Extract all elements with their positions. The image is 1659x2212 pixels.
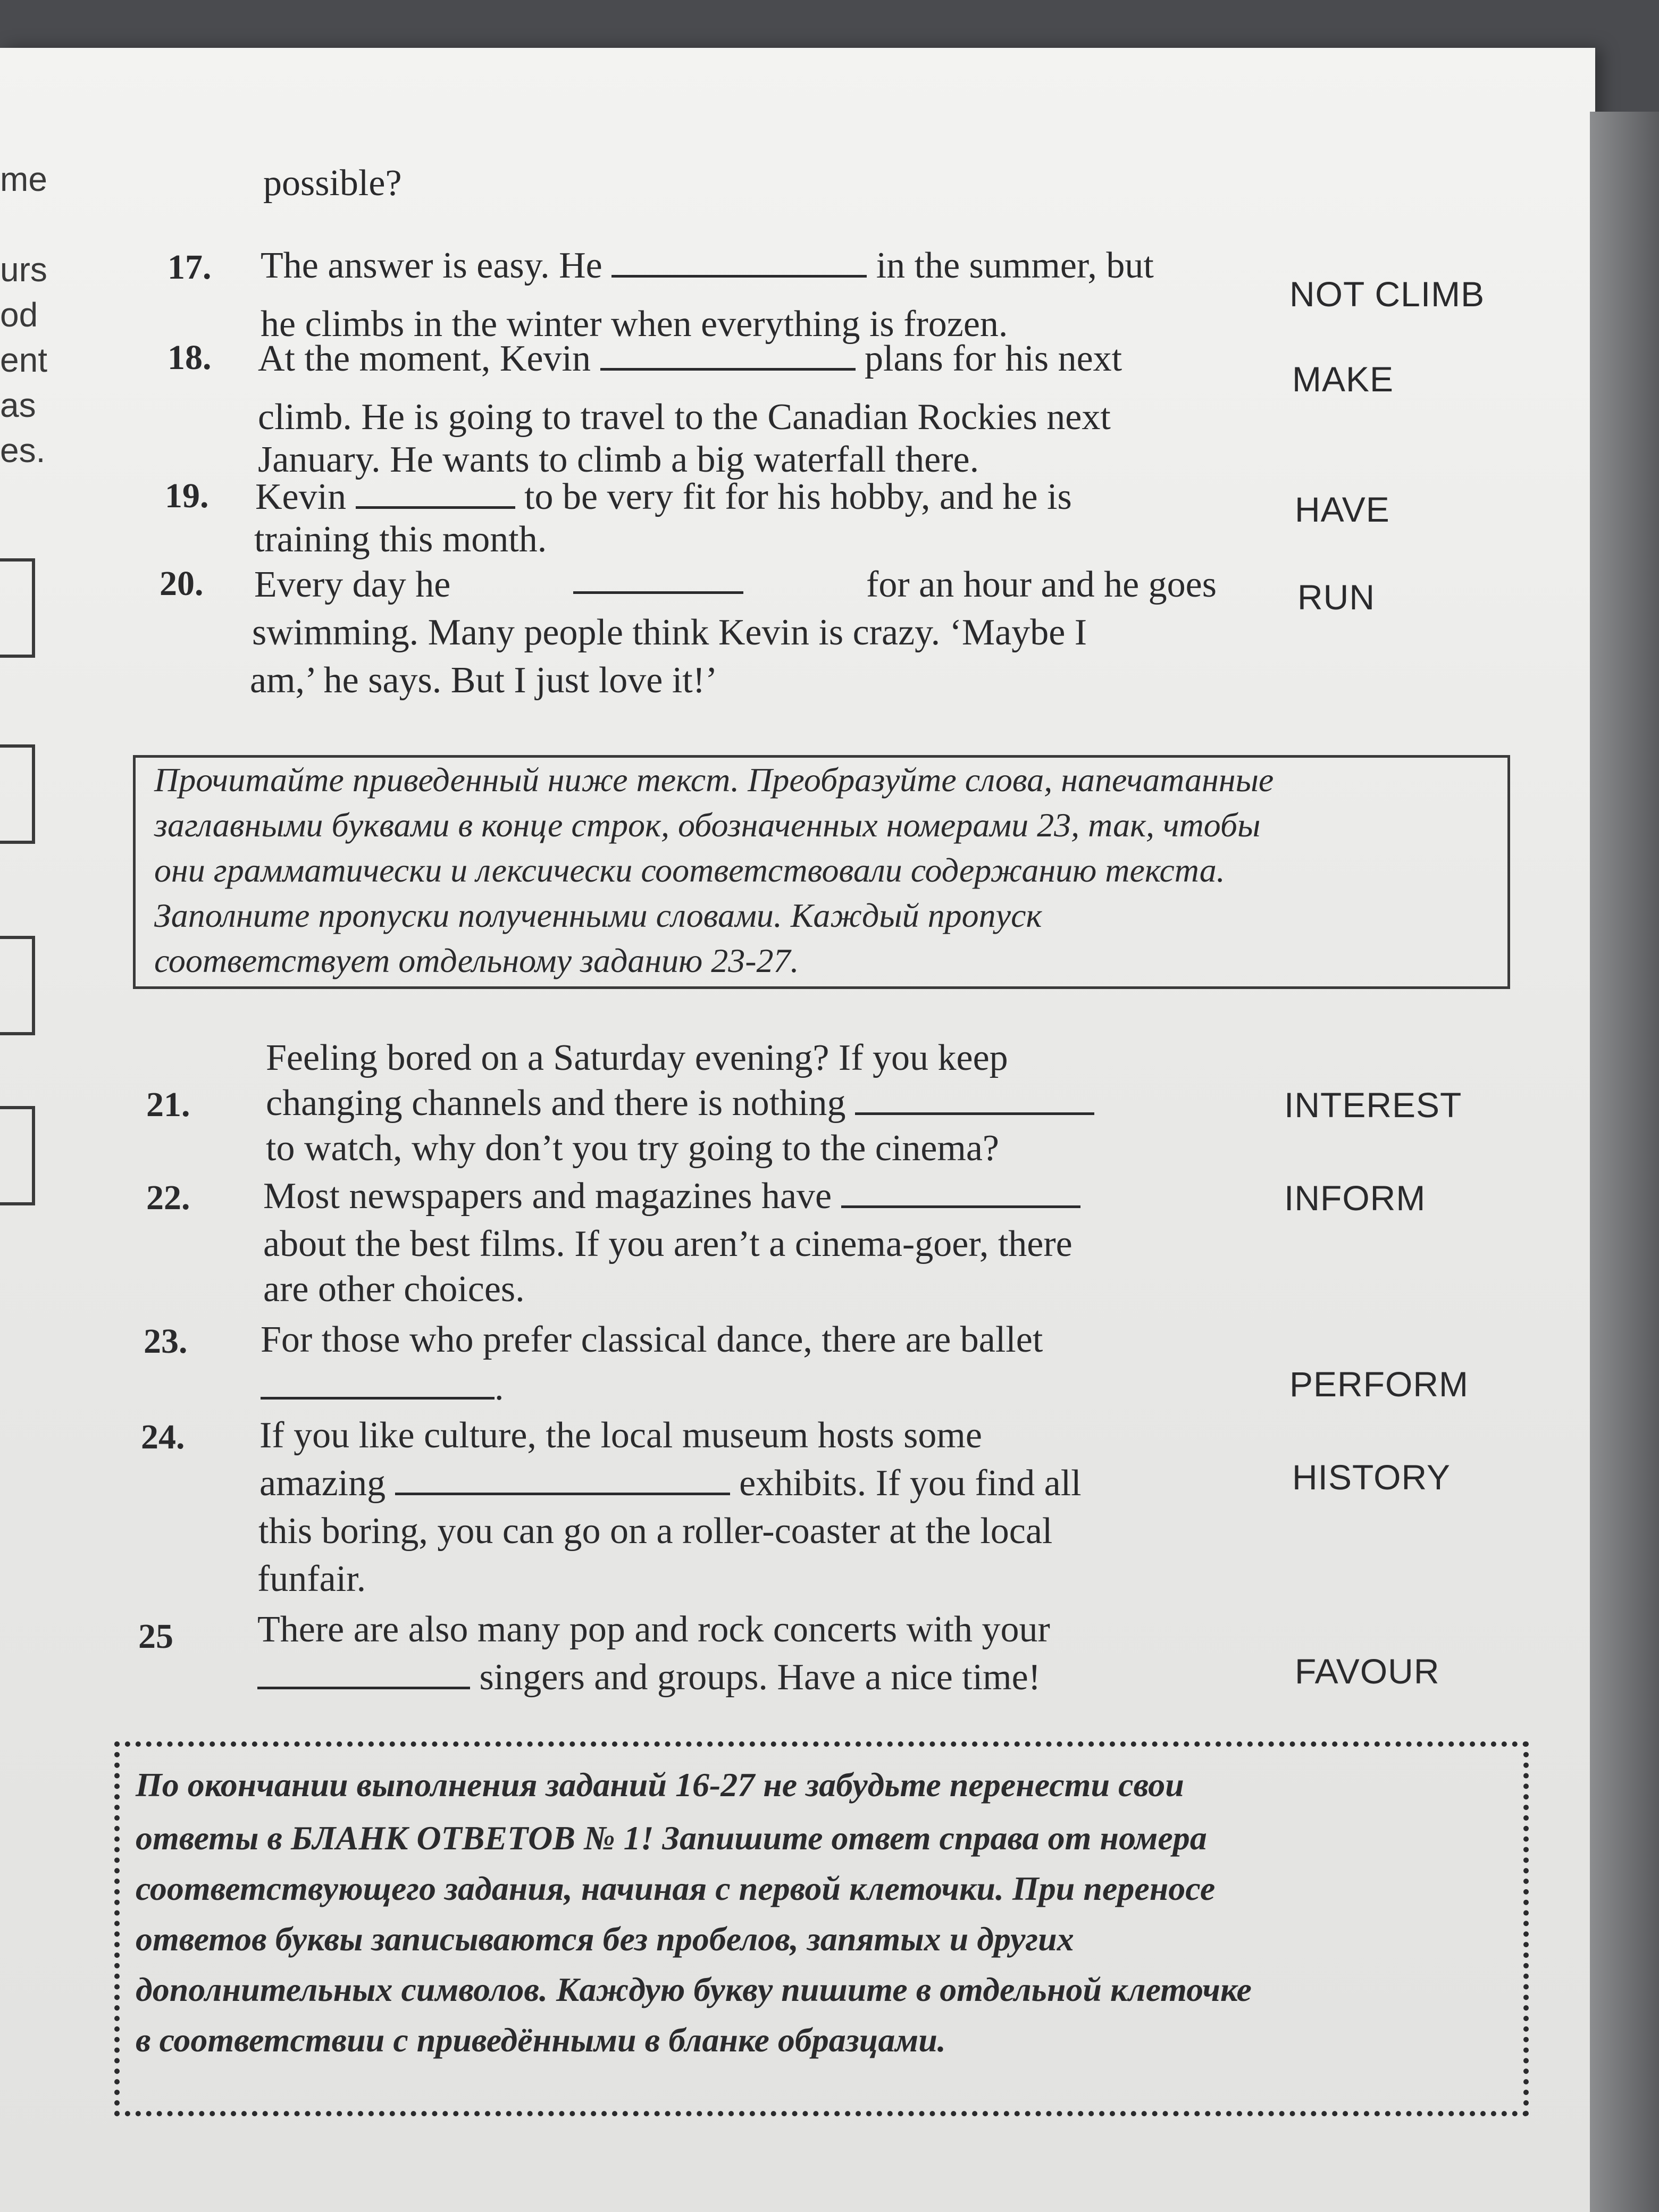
margin-fragment: od <box>0 296 38 334</box>
keyword: INFORM <box>1284 1178 1426 1218</box>
keyword: PERFORM <box>1289 1364 1469 1404</box>
instruction-line: они грамматически и лексически соответствовали содержанию текста. <box>154 851 1225 889</box>
margin-fragment: urs <box>0 250 47 289</box>
note-line: дополнительных символов. Каждую букву пишите в отдельной клеточке <box>136 1971 1252 2008</box>
task-line: . <box>261 1367 504 1409</box>
page-stack-edge <box>1590 112 1659 2212</box>
task-line: this boring, you can go on a roller-coaster at the local <box>258 1511 1053 1552</box>
note-line: в соответствии с приведёнными в бланке образцами. <box>136 2021 946 2059</box>
answer-blank[interactable] <box>356 479 515 509</box>
note-line: По окончании выполнения заданий 16-27 не забудьте перенести свои <box>136 1766 1184 1804</box>
task-line: climb. He is going to travel to the Canadian Rockies next <box>258 397 1111 438</box>
task-line: There are also many pop and rock concerts with your <box>257 1609 1050 1650</box>
task-number: 19. <box>165 476 209 515</box>
task-line: Most newspapers and magazines have <box>263 1175 1080 1218</box>
note-line: соответствующего задания, начиная с первой клеточки. При переносе <box>136 1870 1216 1907</box>
margin-fragment: as <box>0 386 36 424</box>
task-line: swimming. Many people think Kevin is crazy. ‘Maybe I <box>252 612 1087 653</box>
answer-blank[interactable] <box>841 1178 1080 1208</box>
margin-answer-box <box>0 936 35 1035</box>
task-line: At the moment, Kevin plans for his next <box>258 338 1122 379</box>
keyword: HAVE <box>1295 490 1390 529</box>
answer-blank[interactable] <box>855 1085 1094 1115</box>
task-number: 25 <box>138 1617 173 1656</box>
margin-answer-box <box>0 558 35 658</box>
task-line: training this month. <box>254 519 547 560</box>
task-number: 23. <box>144 1322 188 1361</box>
keyword: INTEREST <box>1284 1085 1462 1125</box>
answer-blank[interactable] <box>261 1369 495 1400</box>
task-line: If you like culture, the local museum hosts some <box>259 1415 982 1456</box>
answer-blank[interactable] <box>573 564 743 594</box>
note-line: ответы в БЛАНК ОТВЕТОВ № 1! Запишите ответ справа от номера <box>136 1819 1207 1857</box>
margin-answer-box <box>0 1106 35 1205</box>
task-number: 17. <box>167 248 212 287</box>
instruction-line: заглавными буквами в конце строк, обозначенных номерами 23, так, чтобы <box>154 806 1261 844</box>
margin-answer-box <box>0 744 35 844</box>
margin-fragment: me <box>0 160 47 198</box>
keyword: HISTORY <box>1292 1457 1451 1497</box>
instruction-line: Прочитайте приведенный ниже текст. Преобразуйте слова, напечатанные <box>154 761 1274 799</box>
answer-blank[interactable] <box>257 1659 470 1689</box>
task-line: January. He wants to climb a big waterfall there. <box>258 439 979 480</box>
margin-fragment: es. <box>0 431 46 470</box>
task-number: 20. <box>160 564 204 603</box>
task-line: The answer is easy. He in the summer, but <box>261 245 1154 286</box>
task-line: For those who prefer classical dance, there are ballet <box>261 1319 1043 1360</box>
task-line: amazing exhibits. If you find all <box>259 1463 1082 1504</box>
task-number: 22. <box>146 1178 190 1217</box>
keyword: RUN <box>1297 577 1375 617</box>
task-line: Kevin to be very fit for his hobby, and he is <box>255 476 1072 517</box>
answer-blank[interactable] <box>600 340 856 371</box>
margin-fragment: ent <box>0 341 47 379</box>
keyword: FAVOUR <box>1295 1652 1440 1691</box>
task-line: to watch, why don’t you try going to the cinema? <box>266 1128 999 1169</box>
answer-blank[interactable] <box>395 1465 730 1495</box>
task-line: am,’ he says. But I just love it!’ <box>250 660 718 701</box>
task-number: 18. <box>167 338 212 377</box>
answer-blank[interactable] <box>611 247 867 278</box>
keyword: NOT CLIMB <box>1289 274 1485 314</box>
task-line: are other choices. <box>263 1269 525 1310</box>
continuation-text: possible? <box>263 163 402 204</box>
instruction-line: соответствует отдельному заданию 23-27. <box>154 942 799 979</box>
task-number: 24. <box>141 1418 185 1456</box>
intro-text: Feeling bored on a Saturday evening? If you keep <box>266 1037 1008 1078</box>
task-number: 21. <box>146 1085 190 1124</box>
instruction-line: Заполните пропуски полученными словами. Каждый пропуск <box>154 896 1042 934</box>
note-line: ответов буквы записываются без пробелов, запятых и других <box>136 1920 1074 1958</box>
keyword: MAKE <box>1292 359 1394 399</box>
task-line: he climbs in the winter when everything is frozen. <box>261 304 1008 345</box>
task-line: Every day he for an hour and he goes <box>254 564 1217 605</box>
task-line: about the best films. If you aren’t a cinema-goer, there <box>263 1224 1073 1264</box>
task-line: singers and groups. Have a nice time! <box>257 1656 1041 1699</box>
task-line: changing channels and there is nothing <box>266 1082 1094 1125</box>
task-line: funfair. <box>257 1559 366 1599</box>
